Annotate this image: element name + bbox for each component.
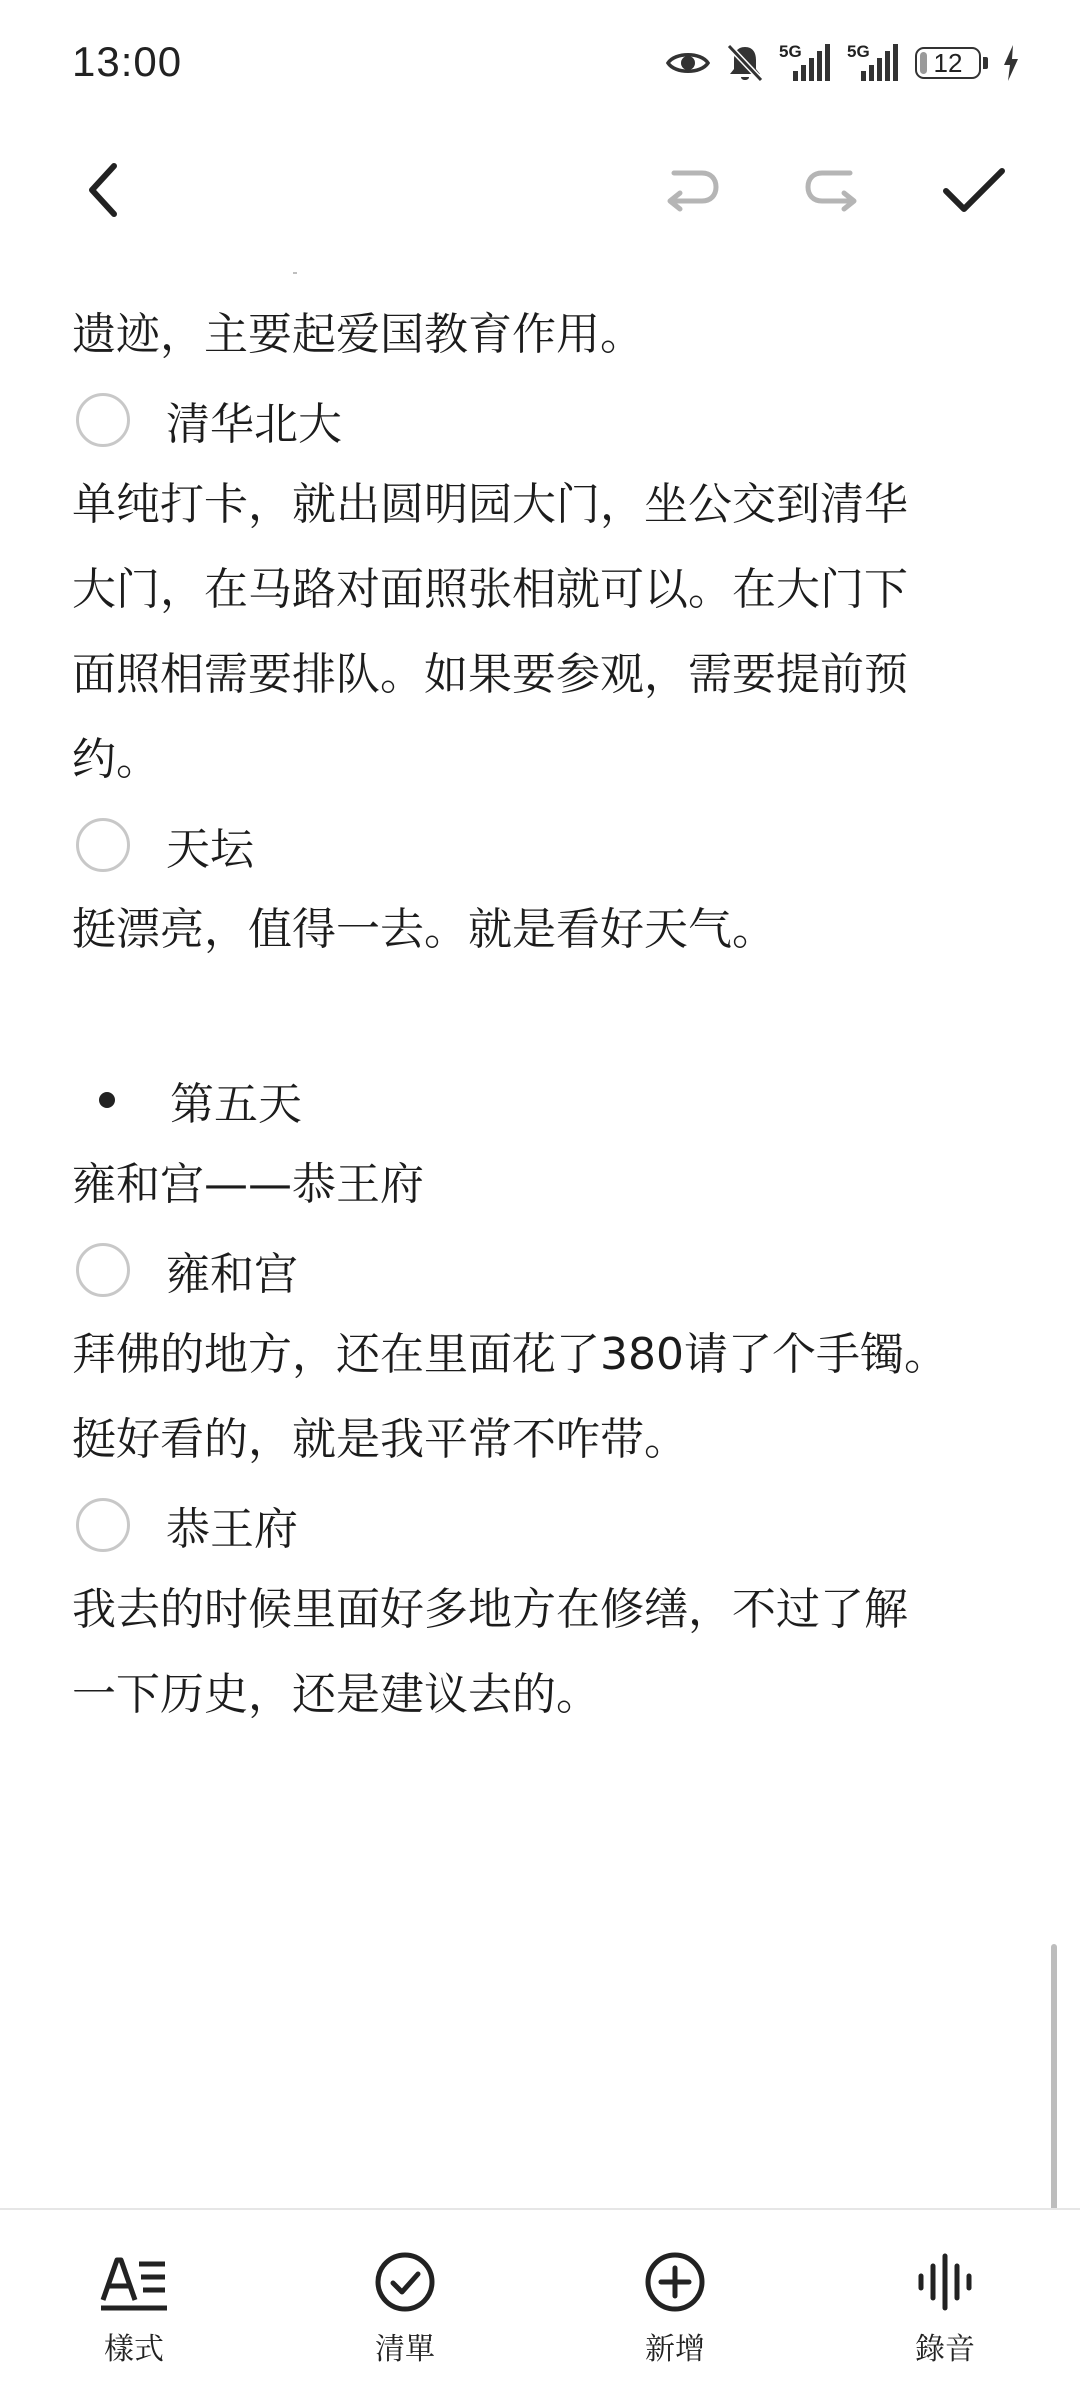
svg-text:5G: 5G (779, 42, 802, 61)
audio-wave-icon (905, 2248, 985, 2316)
note-line: 拜佛的地方，还在里面花了380请了个手镯。 (72, 1329, 948, 1380)
back-button[interactable] (64, 152, 144, 232)
svg-text:5G: 5G (847, 42, 870, 61)
note-line: 约。 (72, 734, 160, 785)
note-line: 一下历史，还是建议去的。 (72, 1669, 600, 1720)
eye-icon (665, 47, 711, 79)
checklist-label: 天坛 (166, 823, 254, 875)
checklist-label: 恭王府 (166, 1503, 298, 1555)
note-line: 单纯打卡，就出圆明园大门，坐公交到清华 (72, 479, 908, 530)
checklist-label: 雍和宫 (166, 1248, 298, 1300)
checklist-button[interactable] (325, 2248, 485, 2368)
battery-cap (983, 57, 988, 69)
bullet-label: 第五天 (170, 1078, 302, 1130)
note-line: 我去的时候里面好多地方在修缮，不过了解 (72, 1584, 908, 1635)
note-line: 挺漂亮，值得一去。就是看好天气。 (72, 904, 776, 955)
redo-icon (802, 165, 862, 219)
status-bar (0, 0, 1080, 130)
signal-5g-icon (779, 41, 833, 85)
add-circle-icon (635, 2248, 715, 2316)
checkbox[interactable] (76, 1498, 130, 1552)
signal-5g-icon-2 (847, 41, 901, 85)
done-button[interactable] (934, 152, 1014, 232)
redo-button[interactable] (792, 152, 872, 232)
scrollbar[interactable] (1051, 1944, 1057, 2212)
battery-fill (920, 52, 927, 74)
style-button[interactable] (54, 2248, 214, 2368)
text-style-icon (94, 2248, 174, 2316)
bell-off-icon (725, 42, 765, 84)
note-line: 面照相需要排队。如果要参观，需要提前预 (72, 649, 908, 700)
add-label: 新增 (645, 2332, 705, 2367)
bullet-icon (99, 1092, 115, 1108)
checklist-label: 清华北大 (166, 398, 342, 450)
note-line: 遗迹，主要起爱国教育作用。 (72, 309, 644, 360)
note-line: 雍和宫——恭王府 (72, 1159, 424, 1210)
undo-button[interactable] (652, 152, 732, 232)
checkbox[interactable] (76, 818, 130, 872)
note-editor[interactable] (72, 250, 1032, 2200)
battery-icon (915, 47, 981, 79)
checklist-item (72, 377, 342, 462)
add-button[interactable] (595, 2248, 755, 2368)
undo-icon (662, 165, 722, 219)
record-label: 錄音 (915, 2332, 975, 2367)
checkbox[interactable] (76, 393, 130, 447)
note-line: 大门，在马路对面照张相就可以。在大门下 (72, 564, 908, 615)
checklist-item (72, 1482, 298, 1567)
bullet-item (72, 1057, 302, 1142)
charging-icon (1002, 44, 1020, 82)
battery-level: 12 (933, 48, 963, 78)
status-icons (665, 40, 1020, 86)
back-icon (82, 160, 126, 224)
note-line: 挺好看的，就是我平常不咋带。 (72, 1414, 688, 1465)
checklist-item (72, 1227, 298, 1312)
checkbox[interactable] (76, 1243, 130, 1297)
checklist-item (72, 802, 254, 887)
editor-toolbar (0, 130, 1080, 250)
checklist-label: 清單 (375, 2332, 435, 2367)
checklist-icon (365, 2248, 445, 2316)
check-icon (942, 165, 1006, 219)
style-label: 樣式 (104, 2332, 164, 2367)
bottom-toolbar (0, 2208, 1080, 2398)
record-button[interactable] (865, 2248, 1025, 2368)
status-time: 13:00 (72, 38, 183, 85)
